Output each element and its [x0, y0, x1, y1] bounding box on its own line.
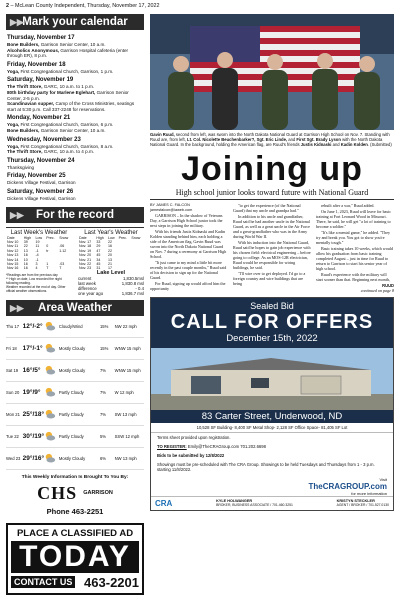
forecast-condition: Partly Cloudy — [58, 433, 84, 439]
forecast-list — [6, 316, 144, 470]
ad-register-email[interactable]: Emily@TheCRAGroup.com 701.202.6698 — [186, 443, 266, 449]
story-paragraph: With his friends Justis Kidnaski and Kadin Kolden standing behind him, each holding a side of the American flag, Gavin Ruud was sworn into the North Dakota National Guard on Nov. 7 during a ceremony at Garrison High School. — [150, 228, 227, 259]
sponsor-location: GARRISON — [83, 490, 113, 497]
calendar-day-heading: Friday, November 25 — [7, 173, 66, 180]
lake-row: one year ago 1,836.7 msl — [78, 290, 144, 296]
calendar-event: Thanksgiving — [7, 164, 35, 170]
deck: High school junior looks toward future with National Guard — [150, 188, 394, 200]
ad-specs: 10,528 SF Building- 8,400 SF Metal Shop- 2,128 SF Office Space- 81,405 SF Lot — [151, 423, 393, 433]
ad-title: CALL FOR OFFERS — [170, 310, 374, 333]
calendar-event: 80th birthday party for Marlene Eglehart, Garrison Senior Center, 2-5 p.m. — [7, 89, 129, 101]
calendar-event: The Thrift Store, GARC, 10 a.m. to 4 p.m. — [7, 149, 95, 155]
forecast-wind: NW 22 mph — [114, 323, 137, 329]
page-number: 2 — [6, 3, 9, 9]
story-paragraph: In addition to his uncle and grandfather, Ruud said he had another uncle in the National Guard, as well as a great uncle in the Air Force and a great-grandfather who was in the Army during World War II. — [233, 213, 310, 239]
calendar-day-heading: Thursday, November 24 — [7, 157, 75, 164]
calendar-event: Scandinavian supper, Camp of the Cross Ministries, seatings start at 5:30 p.m. Call 337-2248 for reservations. — [7, 101, 135, 112]
story-paragraph: "to get the experience (of the National Guard) that my uncle and grandpa had." — [233, 202, 301, 213]
forecast-condition: Partly Cloudy — [58, 389, 84, 395]
table-row: Nov. 19 47 22 — [79, 248, 112, 253]
forecast-date: Tue 22 — [6, 433, 19, 439]
classified-phone: 463-2201 — [84, 574, 139, 590]
classified-line1: PLACE A CLASSIFIED AD — [16, 527, 134, 539]
calendar-event: Bone Builders, Garrison Senior Center, 10 a.m. — [7, 127, 106, 133]
forecast-temp: 25°/18° — [22, 410, 45, 418]
calendar-event: The Thrift Store, GARC, 10 a.m. to 1 p.m. — [7, 84, 95, 90]
table-row: Nov. 17 33 22 — [79, 239, 112, 244]
table-row: Nov 12 13 -1 tr 1.12 — [7, 248, 67, 253]
chs-logo: CHS — [37, 482, 78, 503]
calendar-event: Dickens Village Festival, Garrison — [7, 195, 76, 201]
cloud-icon — [44, 320, 56, 332]
sponsor-text: This Weekly Information Is Brought To You By: — [21, 474, 129, 480]
table-row: Nov. 20 45 20 — [79, 253, 112, 258]
lake-level — [78, 271, 144, 296]
forecast-precip: 7% — [99, 389, 107, 395]
chevron-left-icon: ▶▶ — [10, 302, 24, 313]
table-row: Nov. 21 34 13 — [79, 257, 112, 262]
calendar-day — [7, 173, 143, 186]
forecast-row — [6, 360, 144, 382]
forecast-row — [6, 338, 144, 360]
continued-on-page[interactable]: continued on page 8 — [360, 287, 394, 293]
classified-line2: TODAY — [11, 541, 139, 573]
table-row: Nov 15 16 3 1 .03 — [7, 261, 65, 266]
calendar-day — [7, 35, 143, 59]
cloud-icon — [44, 430, 56, 442]
last-year-weather — [78, 230, 144, 296]
photo-illustration — [150, 14, 394, 130]
sponsor-block — [6, 475, 144, 516]
forecast-wind: SW 13 mph — [114, 411, 137, 417]
story-column-2 — [233, 203, 311, 293]
forecast-date: Fri 18 — [6, 345, 17, 351]
cloud-icon — [44, 408, 56, 420]
headline: Joining up — [181, 149, 363, 188]
lake-row: current 1,830.5msl — [78, 275, 144, 281]
story-column-3 — [316, 203, 394, 293]
forecast-temp: 17°/-1° — [22, 344, 43, 352]
forecast-temp: 16°/5° — [22, 366, 41, 374]
cloud-icon — [44, 364, 56, 376]
ad-bid-deadline: Bids to be submitted by 12/8/2022 — [157, 453, 225, 459]
forecast-row — [6, 404, 144, 426]
forecast-condition: Mostly Cloudy — [58, 367, 86, 373]
ad-register: TO REGISTER: Emily@TheCRAGroup.com 701.202.6698 — [157, 443, 266, 449]
left-column — [6, 14, 144, 595]
call-for-offers-ad[interactable] — [150, 297, 394, 511]
ad-contact-1: KYLE HOLWANGER BROKER, BUSINESS ASSOCIATE / 701.460.3251 — [216, 499, 293, 508]
ad-contact-2: KRISTYN STECKLER AGENT / BROKER / 701.527.0130 — [336, 499, 389, 508]
calendar-day-heading: Friday, November 18 — [7, 61, 66, 68]
calendar-event: Yoga, First Congregational Church, Garrison, 6 p.m. — [7, 122, 114, 128]
forecast-precip: 15% — [99, 323, 109, 329]
table-row: Nov. 18 29 16 — [79, 244, 112, 249]
record-header — [6, 207, 144, 223]
forecast-wind: SSW 12 mph — [114, 433, 140, 439]
forecast-wind: W 12 mph — [114, 389, 134, 395]
calendar-day — [7, 115, 143, 133]
story-paragraph: Basic training takes 10 weeks, which would allow his graduation from basic training completed August – just in time for Ruud to return to Garrison to start his senior year of high school. — [316, 245, 393, 271]
masthead-text: – McLean County Independent, Thursday, November 17, 2022 — [10, 3, 160, 9]
ad-url[interactable]: TheCRAGROUP.com — [308, 481, 387, 491]
weather-note: ** High on date, Low recorded the night following reading. — [6, 276, 62, 285]
last-week-heading: Last Week's Weather — [10, 229, 68, 236]
forecast-temp: 29°/16° — [22, 454, 45, 462]
ad-showings: Showings must be pre-scheduled with The CRA Group. Showings to be held Tuesdays and Thursdays from 1 - 3 p.m. starting 11/8/2022. — [157, 462, 375, 473]
right-column — [150, 14, 394, 511]
calendar-event: Alcoholics Anonymous, Garrison Hospital cafeteria (enter through ER), 8 p.m. — [7, 47, 129, 59]
table-row: Nov. 23 31 17 — [79, 266, 112, 271]
weather-notes — [6, 273, 72, 293]
forecast-temp: 30°/19° — [22, 432, 45, 440]
lake-heading: Lake Level — [96, 269, 126, 276]
last-week-table: Date High Low Prec. Snow Nov 10 39 19 Nov 11 22 11 0 .06 Nov 12 13 -1 tr 1.12 Nov 13 16 -4 Nov 14 10 -1 Nov 15 16 3 1 .03 Nov 16 16 4 T T — [6, 236, 72, 271]
forecast-precip: 6% — [99, 455, 107, 461]
weather-note: Weather recorded at the end of day. Other official weather observations. — [6, 284, 66, 293]
forecast-wind: WNW 15 mph — [114, 367, 141, 373]
forecast-row — [6, 316, 144, 338]
table-row: Nov. 22 45 21 — [79, 261, 112, 266]
calendar-day — [7, 158, 143, 171]
forecast-precip: 5% — [99, 433, 107, 439]
calendar-event: Bone Builders, Garrison Senior Center, 10 a.m. — [7, 42, 106, 47]
story-paragraph: "I'll wire over to get deployed. I'd go to a foreign country and wire buildings that are being — [233, 270, 306, 286]
calendar-day-heading: Saturday, November 19 — [7, 77, 74, 84]
photo-caption: Gavin Ruud, second from left, was sworn into the North Dakota National Guard at Garrison High School on Nov. 7. Standing with Ruud are, from left, Lt. Col. Nicolette Beuchenbarker?, Sgt. Eric Linde, and First Sgt. Brady Lyson with the North Dakota National Guard. In the background, holding the American flag, are Ruud's friends Justis Kidnaski and Kadin Kolden. (Submitted) — [150, 132, 392, 148]
calendar-event: Yoga, First Congregational Church, Garrison, 1 p.m. — [7, 68, 114, 74]
last-year-heading: Last Year's Weather — [84, 229, 138, 236]
forecast-precip: 7% — [99, 411, 107, 417]
forecast-date: Thu 17 — [6, 323, 20, 329]
classified-ad-box[interactable] — [6, 523, 144, 595]
cloud-icon — [44, 386, 56, 398]
forecast-temp: 12°/-2° — [22, 322, 43, 330]
byline: BY JAMES C. FALCON — [150, 202, 190, 207]
story-paragraph: "It's like a mental game," he added. "They try and break you. You got to show you're mentally tough." — [316, 229, 391, 245]
story-paragraph: With his induction into the National Guard, Ruud said he hopes to gain job experience with his chosen field: electrical engineering – before going to college. As an MOS-12R electrician, Ruud would be responsible for wiring buildings, he said. — [233, 239, 311, 270]
forecast-condition: Cloudy/Wind — [58, 323, 83, 329]
table-row: Nov 13 16 -4 — [7, 253, 39, 258]
calendar-day-heading: Monday, November 21 — [7, 115, 71, 122]
calendar-title: Mark your calendar — [22, 16, 128, 28]
story-paragraph: For Ruud, signing up would afford him the opportunity — [150, 280, 226, 291]
record-title: For the record — [36, 208, 114, 221]
calendar-day-heading: Wednesday, November 23 — [7, 136, 81, 143]
lake-row: last week 1,830.8 msl — [78, 280, 144, 286]
calendar-event: Yoga, First Congregational Church, Garrison, 8 a.m. — [7, 143, 114, 149]
chevron-left-icon: ▶▶ — [10, 209, 24, 220]
lake-row: difference - 0.4 — [78, 285, 144, 291]
forecast-wind: NW 13 mph — [114, 455, 137, 461]
calendar-day — [7, 189, 143, 202]
story-jump-tag: RUUD — [382, 282, 394, 288]
cloud-icon — [44, 452, 56, 464]
table-row: Nov 14 10 -1 — [7, 257, 39, 262]
story-paragraph: On June 1, 2023, Ruud will leave for basic training at Fort Leonard Wood in Missouri. There, he said, he will get "a lot of training to become a soldier." — [316, 208, 392, 229]
ad-terms: Terms sheet provided upon registration. — [157, 434, 231, 440]
forecast-condition: Partly Cloudy — [58, 411, 84, 417]
forecast-precip: 7% — [99, 367, 107, 373]
weather-note: *Readings are from the previous day — [6, 272, 58, 277]
ad-subtitle: Sealed Bid — [250, 300, 294, 311]
story-paragraph: Ruud's experience with the military will start sooner than that. Beginning next month, — [316, 271, 390, 282]
area-weather-header — [6, 300, 144, 316]
forecast-condition: Mostly Cloudy — [58, 455, 86, 461]
calendar-list — [6, 30, 144, 202]
forecast-row — [6, 448, 144, 470]
feature-photo — [150, 14, 394, 130]
cloud-icon — [44, 342, 56, 354]
ad-date: December 15th, 2022 — [226, 332, 318, 344]
calendar-header — [6, 14, 144, 30]
forecast-date: Sat 19 — [6, 367, 19, 373]
calendar-event: Dickens Village Festival, Garrison — [7, 180, 76, 186]
story-paragraph: "It just came to my mind a little bit more recently in the past couple months," Ruud said of his decision to sign up for the National Guard. — [150, 259, 227, 280]
forecast-row — [6, 382, 144, 404]
table-row: Nov 11 22 11 0 .06 — [7, 244, 65, 249]
masthead — [6, 3, 394, 13]
calendar-day — [7, 62, 143, 75]
forecast-date: Sun 20 — [6, 389, 20, 395]
forecast-temp: 19°/9° — [22, 388, 41, 396]
calendar-day — [7, 77, 143, 112]
forecast-row — [6, 426, 144, 448]
ad-visit: Visit TheCRAGROUP.com for more information — [151, 477, 393, 496]
forecast-date: Wed 23 — [6, 455, 21, 461]
forecast-date: Mon 21 — [6, 411, 20, 417]
forecast-condition: Mostly Cloudy — [58, 345, 86, 351]
last-week-weather — [6, 230, 72, 296]
story-paragraph: rebuilt after a war," Ruud added. — [321, 202, 375, 208]
classified-contact: CONTACT US — [11, 576, 75, 588]
table-row: Nov 16 16 4 T T — [7, 266, 62, 271]
forecast-wind: WNW 15 mph — [114, 345, 141, 351]
sponsor-phone: Phone 463-2251 — [46, 506, 104, 516]
weather-records — [6, 227, 144, 296]
ad-address: 83 Carter Street, Underwood, ND — [151, 410, 393, 423]
calendar-day-heading: Thursday, November 17 — [7, 35, 75, 41]
byline-email: jamesfalcon@iaweb.com — [150, 207, 193, 212]
table-row: Nov 10 39 19 — [7, 239, 40, 244]
building-illustration — [151, 348, 393, 410]
building-photo — [151, 348, 393, 410]
forecast-precip: 15% — [99, 345, 109, 351]
calendar-day-heading: Saturday, November 26 — [7, 188, 74, 195]
last-year-table: Date High Low Prec. Snow Nov. 17 33 22 Nov. 18 29 16 Nov. 19 47 22 Nov. 20 45 20 Nov. 21 34 13 Nov. 22 45 21 Nov. 23 31 17 — [78, 236, 144, 271]
story — [150, 203, 394, 293]
area-weather-title: Area Weather — [38, 301, 112, 314]
cra-logo: CRA — [155, 498, 173, 508]
calendar-day — [7, 137, 143, 155]
chevron-left-icon: ▶▶ — [10, 17, 24, 27]
story-paragraph: GARRISON – In the shadow of Veterans Day, a Garrison High School junior took the next steps in joining the military. — [150, 212, 223, 228]
story-column-1 — [150, 203, 228, 293]
